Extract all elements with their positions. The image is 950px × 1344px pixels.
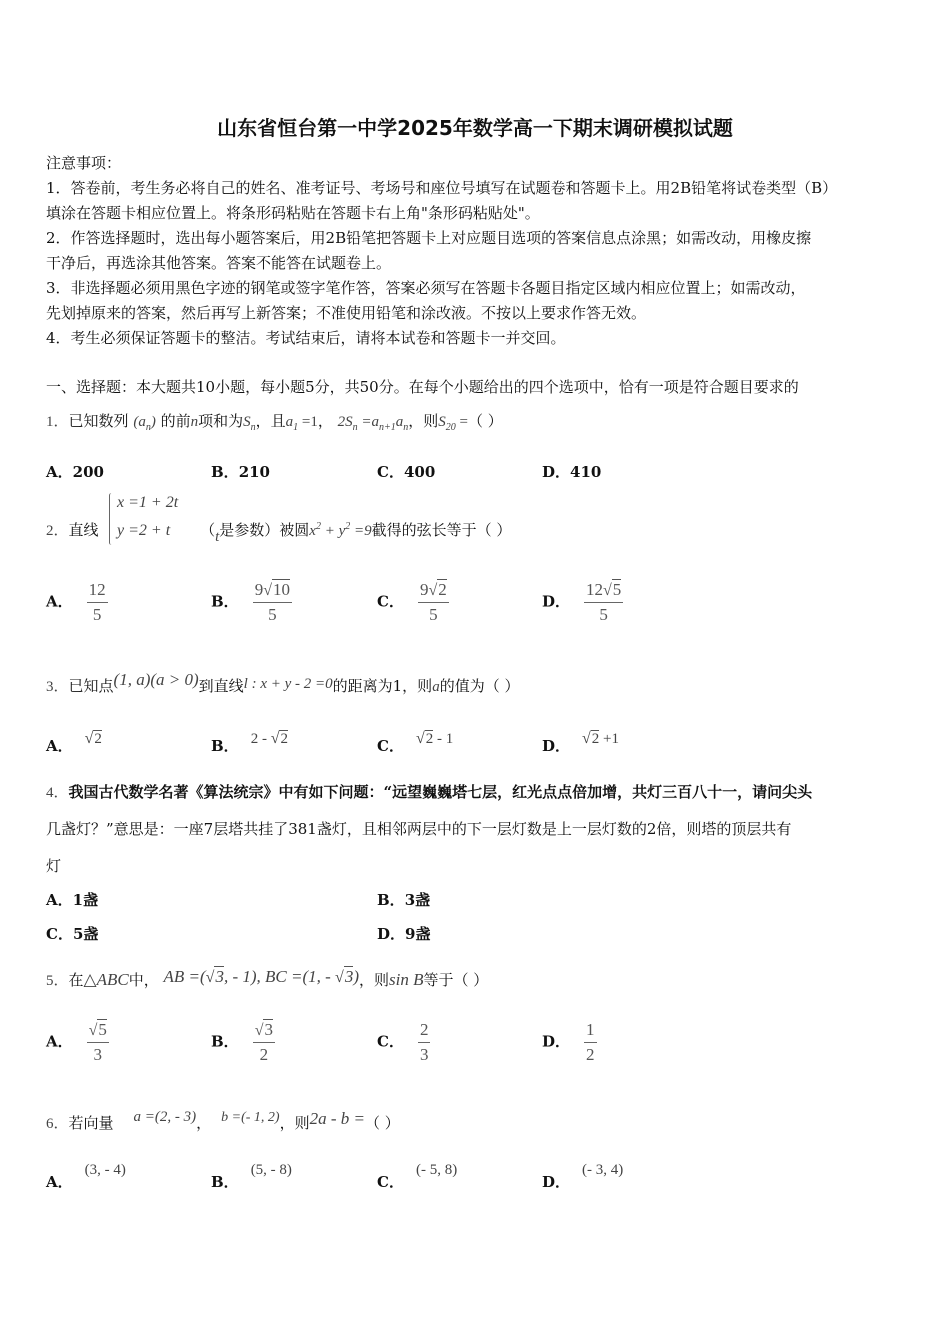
notice-line-2: 填涂在答题卡相应位置上。将条形码粘贴在答题卡右上角"条形码粘贴处"。 [46, 204, 540, 222]
q2-option-d: D． $\frac{12√5}{5}$ [542, 580, 622, 624]
q3-option-d: D． √2 +1 [542, 730, 620, 755]
q2-system-line-2: y =2 + t [117, 522, 171, 539]
q5-option-d: D． $\frac{1}{2}$ [542, 1020, 595, 1064]
section-heading: 一、选择题：本大题共10小题，每小题5分，共50分。在每个小题给出的四个选项中，恰有一项是符合题目要求的 [46, 378, 799, 396]
q5-option-a: A． $\frac{√5}{3}$ [46, 1020, 107, 1064]
question-5: 5．在△ABC中， AB =(√3, - 1), BC =(1, - √3)，则sin B等于（ ） [46, 967, 489, 989]
q3-option-c: C． √2 - 1 [377, 730, 454, 755]
q6-option-d: D．(- 3, 4) [542, 1162, 624, 1191]
q1-option-a: A．200 [46, 463, 104, 481]
q1-option-b: B．210 [211, 463, 270, 481]
question-3: 3．已知点(1, a)(a > 0)到直线l : x + y - 2 =0的距离为1，则a的值为（ ） [46, 670, 520, 695]
q1-option-d: D．410 [542, 463, 602, 481]
notice-line-7: 4．考生必须保证答题卡的整洁。考试结束后，请将本试卷和答题卡一并交回。 [46, 329, 566, 347]
notice-line-4: 干净后，再选涂其他答案。答案不能答在试题卷上。 [46, 254, 392, 272]
question-6: 6．若向量 a =(2, - 3)， b =(- 1, 2)，则2a - b =（ ） [46, 1109, 400, 1132]
notice-line-1: 1．答卷前，考生务必将自己的姓名、准考证号、考场号和座位号填写在试题卷和答题卡上。用2B铅笔将试卷类型（B） [46, 179, 838, 197]
question-2: 2．直线 （t是参数）被圆$x^2 + y^2 =9$截得的弦长等于（ ） [46, 521, 512, 545]
q4-option-b: B．3盏 [377, 891, 431, 909]
question-4-line-2: 几盏灯？”意思是：一座7层塔共挂了381盏灯，且相邻两层中的下一层灯数是上一层灯数的2倍，则塔的顶层共有 [46, 820, 792, 838]
question-1: 1．已知数列 $(a_n)$ 的前n项和为$S_n$，且$a_1 =1$， $2S_n =a_{n+1}a_n$，则$S_{20}$ =（ ） [46, 412, 503, 433]
q2-option-c: C． $\frac{9√2}{5}$ [377, 580, 447, 624]
notice-line-3: 2．作答选择题时，选出每小题答案后，用2B铅笔把答题卡上对应题目选项的答案信息点涂黑；如需改动，用橡皮擦 [46, 229, 812, 247]
q5-option-b: B． $\frac{√3}{2}$ [211, 1020, 273, 1064]
notice-line-5: 3．非选择题必须用黑色字迹的钢笔或签字笔作答，答案必须写在答题卡各题目指定区域内相应位置上；如需改动， [46, 279, 806, 297]
q6-option-b: B．(5, - 8) [211, 1162, 292, 1191]
q6-option-a: A．(3, - 4) [46, 1162, 126, 1191]
notice-line-6: 先划掉原来的答案，然后再写上新答案；不准使用铅笔和涂改液。不按以上要求作答无效。 [46, 304, 647, 322]
q4-option-c: C．5盏 [46, 925, 99, 943]
q3-option-b: B． 2 - √2 [211, 730, 288, 755]
q4-option-d: D．9盏 [377, 925, 431, 943]
q4-option-a: A．1盏 [46, 891, 99, 909]
question-4-line-1: 4．我国古代数学名著《算法统宗》中有如下问题：“远望巍巍塔七层，红光点点倍加增，共灯三百八十一，请问尖头 [46, 783, 813, 801]
q1-option-c: C．400 [377, 463, 436, 481]
q6-option-c: C．(- 5, 8) [377, 1162, 458, 1191]
q5-option-c: C． $\frac{2}{3}$ [377, 1020, 429, 1064]
q2-option-a: A． $\frac{12}{5}$ [46, 580, 106, 624]
q2-system-line-1: x =1 + 2t [117, 494, 179, 511]
q2-system-brace [109, 493, 114, 545]
question-4-line-3: 灯 [46, 857, 62, 875]
page-title: 山东省恒台第一中学2025年数学高一下期末调研模拟试题 [217, 116, 733, 140]
q3-option-a: A． √2 [46, 730, 102, 755]
q2-option-b: B． $\frac{9√10}{5}$ [211, 580, 290, 624]
notice-heading: 注意事项： [46, 154, 122, 172]
